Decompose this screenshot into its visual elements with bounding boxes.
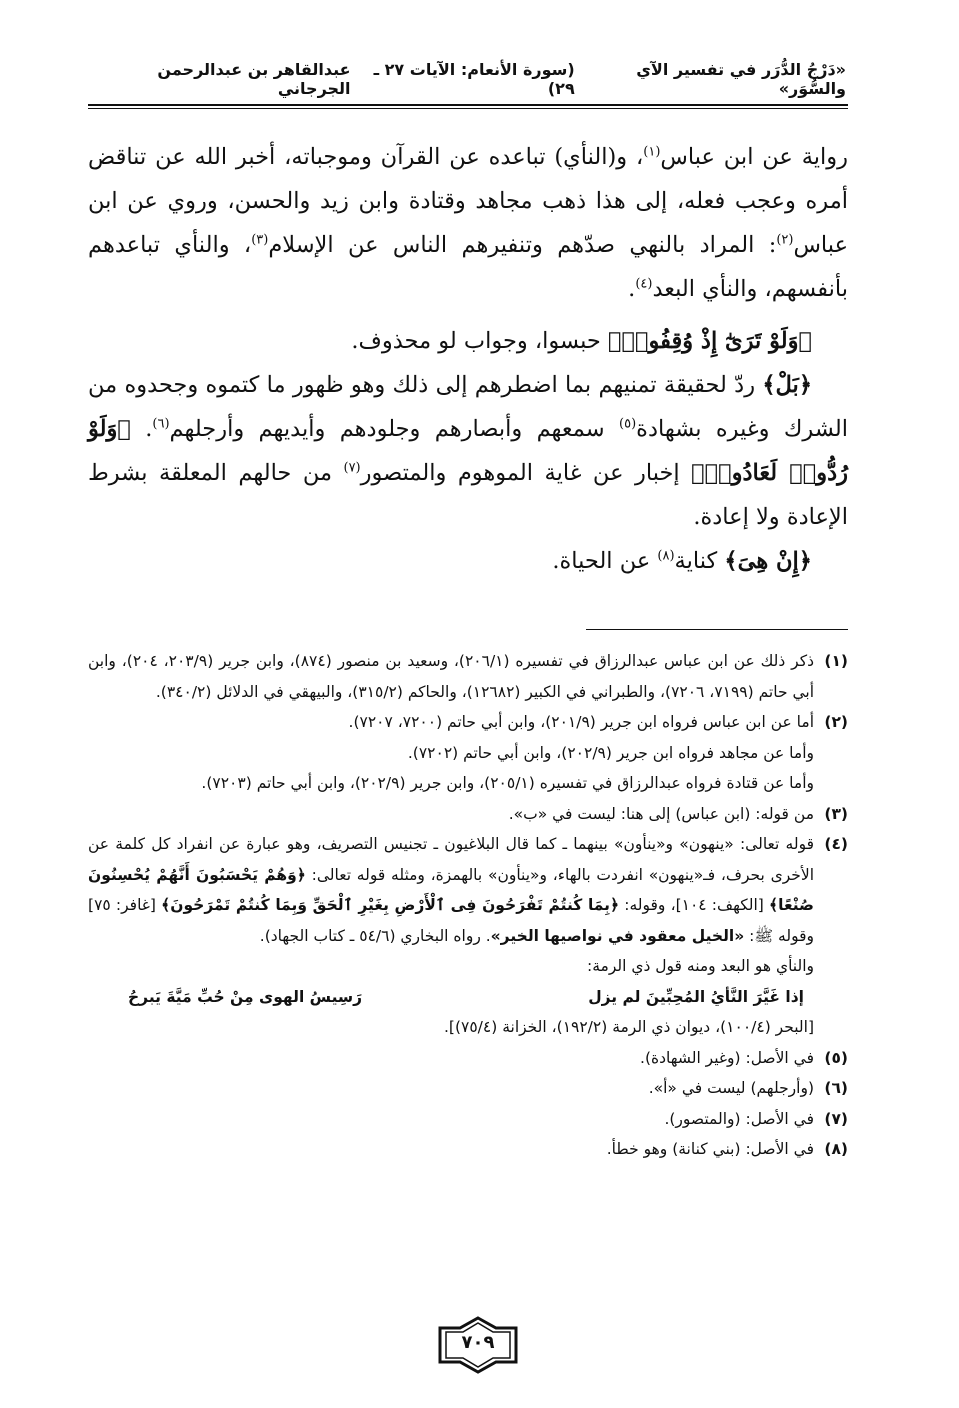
header-book-title: «دَرْجُ الدُّرَر في تفسير الآي والسُّوَر»	[636, 60, 846, 98]
footnote-line: والنأي هو البعد ومنه قول ذي الرمة:	[586, 957, 814, 975]
quran-quote: ﴿بِمَا كُنتُمْ تَفْرَحُونَ فِى ٱلْأَرْضِ بِغَيْرِ ٱلْحَقِّ وَبِمَا كُنتُمْ تَمْرَحُونَ﴾	[161, 896, 620, 914]
footnote-4	[88, 829, 848, 1043]
footnote-line	[88, 829, 814, 951]
quran-quote: ﴿وَلَوْ تَرَىٰٓ إِذْ وُقِفُوا۟﴾	[607, 328, 812, 354]
text-run: ردّ لحقيقة تمنيهم بما اضطرهم إلى ذلك وهو ظهور ما كتموه وجحدوه من الشرك وغيره بشهادة	[88, 372, 849, 442]
footnote-number: (٧)	[824, 1109, 848, 1128]
text-run: كناية	[674, 548, 725, 574]
text-run: .	[628, 276, 636, 302]
footnote-text: من قوله: (ابن عباس) إلى هنا: ليست في «ب».	[508, 804, 814, 823]
running-header	[88, 60, 848, 106]
text-run: : المراد بالنهي صدّهم وتنفيرهم الناس عن الإسلام	[268, 232, 777, 258]
page-number: ٧٠٩	[461, 1332, 495, 1353]
text-run: رواية عن ابن عباس	[660, 144, 848, 170]
footnote-number: (٢)	[824, 713, 848, 731]
text-run: [الكهف: ١٠٤]، وقوله:	[619, 896, 770, 914]
footnote-line: أما عن ابن عباس فرواه ابن جرير (٢٠١/٩)، وابن أبي حاتم (٧٢٠٠، ٧٢٠٧).	[348, 713, 814, 731]
footnote-1	[88, 646, 848, 707]
footnote-ref-2[interactable]: (٢)	[776, 232, 794, 248]
footnote-3	[88, 799, 848, 830]
footnote-number: (١)	[824, 652, 848, 670]
footnotes	[88, 646, 848, 1165]
footnote-separator	[586, 629, 848, 630]
paragraph-2	[88, 319, 848, 363]
footnote-number: (٥)	[824, 1048, 848, 1067]
footnote-ref-6[interactable]: (٦)	[152, 416, 170, 432]
footnote-number: (٦)	[824, 1079, 848, 1097]
text-run: [غافر: ٧٥] وقوله ﷺ:	[88, 896, 814, 945]
paragraph-1	[88, 135, 848, 311]
quran-quote: ﴿إِنْ هِىَ﴾	[724, 548, 812, 574]
header-rule	[88, 108, 848, 109]
footnote-line: وأما عن قتادة فرواه عبدالرزاق في تفسيره (٢٠٥/١)، وابن جرير (٢٠٢/٩)، وابن أبي حاتم (٧٢٠٣).	[201, 774, 814, 792]
footnote-text: في الأصل: (وغير الشهادة).	[640, 1048, 814, 1067]
quran-quote: ﴿وَهُمْ يَحْسَبُونَ أَنَّهُمْ يُحْسِنُونَ صُنْعًا﴾	[88, 865, 815, 914]
footnote-ref-1[interactable]: (١)	[643, 144, 661, 160]
text-run: .	[130, 416, 153, 442]
quran-quote: ﴿بَلْ﴾	[762, 372, 812, 398]
verse-first-hemistich: إذا غَيَّرَ النَّأيُ المُحِبِّينَ لم يزل	[588, 987, 804, 1006]
footnote-text: (وأرجلهم) ليست في «أ».	[648, 1079, 814, 1097]
text-run: حبسوا، وجواب لو محذوف.	[351, 328, 608, 354]
page-number-ornament	[438, 1316, 518, 1374]
text-run: سمعهم وأبصارهم وجلودهم وأيديهم وأرجلهم	[169, 416, 620, 442]
footnote-5	[88, 1043, 848, 1074]
footnote-ref-7[interactable]: (٧)	[343, 460, 361, 476]
text-run: ، و(النأي) تباعده عن القرآن وموجباته، أخبر الله عن تناقض أمره وعجب فعله، إلى هذا ذهب مجاهد وقتادة وابن زيد والحسن، وروي عن ابن عباس	[88, 144, 848, 258]
paragraph-4	[88, 539, 848, 583]
footnote-ref-4[interactable]: (٤)	[635, 276, 653, 292]
header-section: (سورة الأنعام: الآيات ٢٧ ـ ٢٩)	[373, 60, 575, 98]
footnote-ref-8[interactable]: (٨)	[657, 548, 675, 564]
text-run: . رواه البخاري (٥٤/٦ ـ كتاب الجهاد).	[259, 926, 491, 945]
quran-quote: ﴿وَلَوْ رُدُّوا۟ لَعَادُوا۟﴾	[88, 416, 848, 486]
text-run: إخبار عن غاية الموهوم والمتصور	[360, 460, 692, 486]
footnote-text: ذكر ذلك عن ابن عباس عبدالرزاق في تفسيره (٢٠٦/١)، وسعيد بن منصور (٨٧٤)، وابن جرير (٢٠٣/٩، ٢٠٤)، وابن أبي حاتم (٧١٩٩، ٧٢٠٦)، والطبراني في الكبير (١٢٦٨٢)، والحاكم (٣١٥/٢)، والبيهقي في الدلائل (٣٤٠/٢).	[88, 652, 814, 701]
verse-second-hemistich: رَسِيسُ الهوى مِنْ حُبِّ مَيَّةَ يَبرحُ	[128, 987, 363, 1006]
footnote-number: (٨)	[824, 1140, 848, 1158]
text-run: من حالهم المعلقة بشرط الإعادة ولا إعادة.	[88, 460, 848, 530]
text-run: عن الحياة.	[552, 548, 658, 574]
footnote-number: (٤)	[824, 835, 848, 853]
footnote-ref-3[interactable]: (٣)	[251, 232, 269, 248]
footnote-6	[88, 1073, 848, 1104]
footnote-text: في الأصل: (والمتصور).	[664, 1109, 814, 1128]
footnote-line: [البحر (١٠٠/٤)، ديوان ذي الرمة (١٩٢/٢)، الخزانة (٧٥/٤)].	[443, 1018, 814, 1036]
page	[88, 60, 848, 1165]
footnote-7	[88, 1104, 848, 1135]
header-author: عبدالقاهر بن عبدالرحمن الجرجاني	[157, 60, 351, 98]
text-run: ، والنأي تباعدهم بأنفسهم، والنأي البعد	[88, 232, 848, 302]
hadith-quote: «الخيل معقود في نواصيها الخير»	[490, 926, 745, 945]
paragraph-3	[88, 363, 848, 539]
footnote-8	[88, 1134, 848, 1165]
poetry-verse	[88, 982, 814, 1013]
text-run: قوله تعالى: «ينهون» و«ينأون» بينهما ـ كما قال البلاغيون ـ تجنيس التصريف، وهو عبارة عن انفراد كل كلمة عن الأخرى بحرف، فـ«ينهون» انفردت بالهاء، و«ينأون» بالهمزة، ومثله قوله تعالى:	[88, 835, 814, 884]
main-text	[88, 135, 848, 583]
footnote-text: في الأصل: (بني كنانة) وهو خطأ.	[606, 1140, 814, 1158]
footnote-ref-5[interactable]: (٥)	[619, 416, 637, 432]
footnote-2	[88, 707, 848, 799]
footnote-number: (٣)	[824, 804, 848, 823]
footnote-line: وأما عن مجاهد فرواه ابن جرير (٢٠٢/٩)، وابن أبي حاتم (٧٢٠٢).	[407, 743, 814, 762]
footnote-text	[88, 829, 814, 1043]
footnote-text	[88, 707, 814, 799]
